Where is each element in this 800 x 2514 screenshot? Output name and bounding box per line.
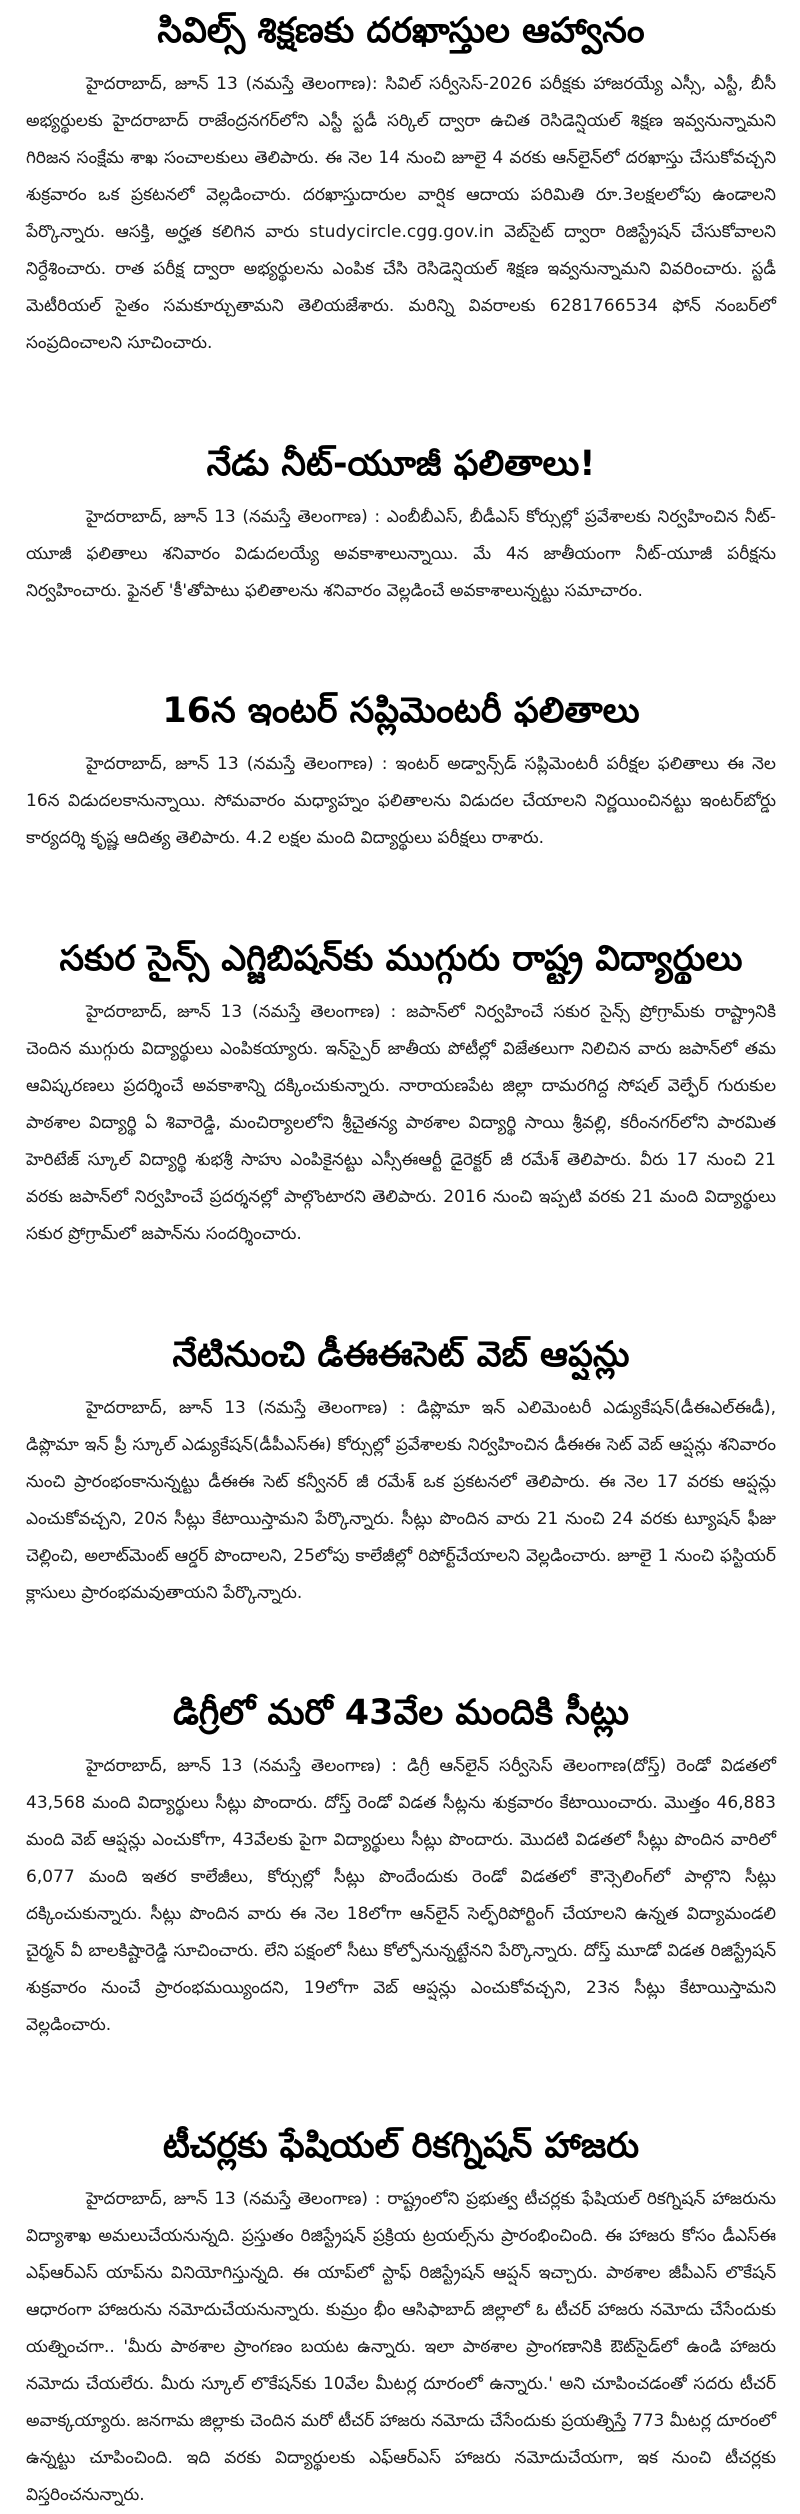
article-headline: సకుర సైన్స్‌ ఎగ్జిబిషన్‌కు ముగ్గురు రాష్ట్ర విద్యార్థులు xyxy=(59,938,743,979)
article-deecet-options xyxy=(26,1330,776,1612)
article-body: హైదరాబాద్‌, జూన్‌ 13 (నమస్తే తెలంగాణ) : డిప్లొమా ఇన్‌ ఎలిమెంటరీ ఎడ్యుకేషన్‌(డీఈఎల్‌ఈడీ), డిప్లొమా ఇన్‌ ప్రీ స్కూల్‌ ఎడ్యుకేషన్‌(డీపీఎస్‌ఈ) కోర్సుల్లో ప్రవేశాలకు నిర్వహించిన డీఈఈ సెట్‌ వెబ్‌ ఆప్షన్లు శనివారం నుంచి ప్రారంభంకానున్నట్టు డీఈఈ సెట్‌ కన్వీనర్‌ జీ రమేశ్‌ ఒక ప్రకటనలో తెలిపారు. ఈ నెల 17 వరకు ఆప్షన్లు ఎంచుకోవచ్చని, 20న సీట్లు కేటాయిస్తామని పేర్కొన్నారు. సీట్లు పొందిన వారు 21 నుంచి 24 వరకు ట్యూషన్‌ ఫీజు చెల్లించి, అలాట్‌మెంట్‌ ఆర్డర్‌ పొందాలని, 25లోపు కాలేజీల్లో రిపోర్ట్‌చేయాలని వెల్లడించారు. జూలై 1 నుంచి ఫస్టియర్‌ క్లాసులు ప్రారంభమవుతాయని పేర్కొన్నారు. xyxy=(26,1397,776,1603)
article-civils-coaching xyxy=(26,6,776,362)
article-inter-supplementary xyxy=(26,686,776,857)
article-body: హైదరాబాద్‌, జూన్‌ 13 (నమస్తే తెలంగాణ): సివిల్‌ సర్వీసెస్‌-2026 పరీక్షకు హాజరయ్యే ఎస్సీ, ఎస్టీ, బీసీ అభ్యర్థులకు హైదరాబాద్‌ రాజేంద్రనగర్‌లోని ఎస్టీ స్టడీ సర్కిల్‌ ద్వారా ఉచిత రెసిడెన్షియల్‌ శిక్షణ ఇవ్వనున్నామని గిరిజన సంక్షేమ శాఖ సంచాలకులు తెలిపారు. ఈ నెల 14 నుంచి జూలై 4 వరకు ఆన్‌లైన్‌లో దరఖాస్తు చేసుకోవచ్చని శుక్రవారం ఒక ప్రకటనలో వెల్లడించారు. దరఖాస్తుదారుల వార్షిక ఆదాయ పరిమితి రూ.3లక్షలలోపు ఉండాలని పేర్కొన్నారు. ఆసక్తి, అర్హత కలిగిన వారు studycircle.cgg.gov.in వెబ్‌సైట్‌ ద్వారా రిజిస్ట్రేషన్‌ చేసుకోవాలని నిర్దేశించారు. రాత పరీక్ష ద్వారా అభ్యర్థులను ఎంపిక చేసి రెసిడెన్షియల్‌ శిక్షణ ఇవ్వనున్నామని వివరించారు. స్టడీ మెటీరియల్‌ సైతం సమకూర్చుతామని తెలియజేశారు. మరిన్ని వివరాలకు 6281766534 ఫోన్‌ నంబర్‌లో సంప్రదించాలని సూచించారు. xyxy=(26,74,776,353)
article-headline: నేడు నీట్‌-యూజీ ఫలితాలు! xyxy=(206,443,596,484)
article-body: హైదరాబాద్‌, జూన్‌ 13 (నమస్తే తెలంగాణ) : రాష్ట్రంలోని ప్రభుత్వ టీచర్లకు ఫేషియల్‌ రికగ్నిషన్‌ హాజరును విద్యాశాఖ అమలుచేయనున్నది. ప్రస్తుతం రిజిస్ట్రేషన్‌ ప్రక్రియ ట్రయల్స్‌ను ప్రారంభించింది. ఈ హాజరు కోసం డీఎస్‌ఈ ఎఫ్‌ఆర్‌ఎస్‌ యాప్‌ను వినియోగిస్తున్నది. ఈ యాప్‌లో స్టాఫ్‌ రిజిస్ట్రేషన్‌ ఆప్షన్‌ ఇచ్చారు. పాఠశాల జీపీఎస్‌ లొకేషన్‌ ఆధారంగా హాజరును నమోదుచేయనున్నారు. కుమ్రం భీం ఆసిఫాబాద్‌ జిల్లాలో ఓ టీచర్‌ హాజరు నమోదు చేసేందుకు యత్నించగా.. 'మీరు పాఠశాల ప్రాంగణం బయట ఉన్నారు. ఇలా పాఠశాల ప్రాంగణానికి ఔట్‌సైడ్‌లో ఉండి హాజరు నమోదు చేయలేరు. మీరు స్కూల్‌ లొకేషన్‌కు 10వేల మీటర్ల దూరంలో ఉన్నారు.' అని చూపించడంతో సదరు టీచర్‌ అవాక్కయ్యారు. జనగామ జిల్లాకు చెందిన మరో టీచర్‌ హాజరు నమోదు చేసేందుకు ప్రయత్నిస్తే 773 మీటర్ల దూరంలో ఉన్నట్టు చూపించింది. ఇది వరకు విద్యార్థులకు ఎఫ్‌ఆర్‌ఎస్‌ హాజరు నమోదుచేయగా, ఇక నుంచి టీచర్లకు విస్తరించనున్నారు. xyxy=(26,2188,776,2505)
article-headline: 16న ఇంటర్‌ సప్లిమెంటరీ ఫలితాలు xyxy=(162,691,640,732)
article-headline: డిగ్రీలో మరో 43వేల మందికి సీట్లు xyxy=(172,1693,630,1734)
article-body: హైదరాబాద్‌, జూన్‌ 13 (నమస్తే తెలంగాణ) : డిగ్రీ ఆన్‌లైన్‌ సర్వీసెస్‌ తెలంగాణ(దోస్త్‌) రెండో విడతలో 43,568 మంది విద్యార్థులు సీట్లు పొందారు. దోస్త్‌ రెండో విడత సీట్లను శుక్రవారం కేటాయించారు. మొత్తం 46,883 మంది వెబ్‌ ఆప్షన్లు ఎంచుకోగా, 43వేలకు పైగా విద్యార్థులు సీట్లు పొందారు. మొదటి విడతలో సీట్లు పొందిన వారిలో 6,077 మంది ఇతర కాలేజీలు, కోర్సుల్లో సీట్లు పొందేందుకు రెండో విడతలో కౌన్సెలింగ్‌లో పాల్గొని సీట్లు దక్కించుకున్నారు. సీట్లు పొందిన వారు ఈ నెల 18లోగా ఆన్‌లైన్‌ సెల్ఫ్‌రిపోర్టింగ్‌ చేయాలని ఉన్నత విద్యామండలి చైర్మన్‌ వీ బాలకిష్టారెడ్డి సూచించారు. లేని పక్షంలో సీటు కోల్పోనున్నట్టేనని పేర్కొన్నారు. దోస్త్‌ మూడో విడత రిజిస్ట్రేషన్‌ శుక్రవారం నుంచే ప్రారంభమయ్యిందని, 19లోగా వెబ్‌ ఆప్షన్లు ఎంచుకోవచ్చని, 23న సీట్లు కేటాయిస్తామని వెల్లడించారు. xyxy=(26,1756,776,2036)
article-headline: నేటినుంచి డీఈఈసెట్‌ వెబ్‌ ఆప్షన్లు xyxy=(172,1334,630,1375)
article-body: హైదరాబాద్‌, జూన్‌ 13 (నమస్తే తెలంగాణ) : ఎంబీబీఎస్‌, బీడీఎస్‌ కోర్సుల్లో ప్రవేశాలకు నిర్వహించిన నీట్‌-యూజీ ఫలితాలు శనివారం విడుదలయ్యే అవకాశాలున్నాయి. మే 4న జాతీయంగా నీట్‌-యూజీ పరీక్షను నిర్వహించారు. ఫైనల్‌ 'కీ'తోపాటు ఫలితాలను శనివారం వెల్లడించే అవకాశాలున్నట్టు సమాచారం. xyxy=(26,506,776,601)
article-headline: టీచర్లకు ఫేషియల్‌ రికగ్నిషన్‌ హాజరు xyxy=(162,2125,640,2166)
article-degree-seats xyxy=(26,1688,776,2044)
article-neet-results xyxy=(26,439,776,610)
article-body: హైదరాబాద్‌, జూన్‌ 13 (నమస్తే తెలంగాణ) : ఇంటర్‌ అడ్వాన్స్‌డ్‌ సప్లిమెంటరీ పరీక్షల ఫలితాలు ఈ నెల 16న విడుదలకానున్నాయి. సోమవారం మధ్యాహ్నం ఫలితాలను విడుదల చేయాలని నిర్ణయించినట్టు ఇంటర్‌బోర్డు కార్యదర్శి కృష్ణ ఆదిత్య తెలిపారు. 4.2 లక్షల మంది విద్యార్థులు పరీక్షలు రాశారు. xyxy=(26,754,776,849)
article-headline: సివిల్స్‌ శిక్షణకు దరఖాస్తుల ఆహ్వానం xyxy=(157,11,645,51)
article-sakura-science xyxy=(26,934,776,1253)
article-facial-recognition xyxy=(26,2121,776,2514)
article-body: హైదరాబాద్‌, జూన్‌ 13 (నమస్తే తెలంగాణ) : జపాన్‌లో నిర్వహించే సకుర సైన్స్‌ ప్రోగ్రామ్‌కు రాష్ట్రానికి చెందిన ముగ్గురు విద్యార్థులు ఎంపికయ్యారు. ఇన్‌స్పైర్‌ జాతీయ పోటీల్లో విజేతలుగా నిలిచిన వారు జపాన్‌లో తమ ఆవిష్కరణలు ప్రదర్శించే అవకాశాన్ని దక్కించుకున్నారు. నారాయణపేట జిల్లా దామరగిద్ద సోషల్‌ వెల్ఫేర్‌ గురుకుల పాఠశాల విద్యార్థి ఏ శివారెడ్డి, మంచిర్యాలలోని శ్రీచైతన్య పాఠశాల విద్యార్థి సాయి శ్రీవల్లి, కరీంనగర్‌లోని పారమిత హెరిటేజ్‌ స్కూల్‌ విద్యార్థి శుభశ్రీ సాహు ఎంపికైనట్టు ఎస్సీఈఆర్టీ డైరెక్టర్‌ జీ రమేశ్‌ తెలిపారు. వీరు 17 నుంచి 21 వరకు జపాన్‌లో నిర్వహించే ప్రదర్శనల్లో పాల్గొంటారని తెలిపారు. 2016 నుంచి ఇప్పటి వరకు 21 మంది విద్యార్థులు సకుర ప్రోగ్రామ్‌లో జపాన్‌ను సందర్శించారు. xyxy=(26,1001,776,1244)
